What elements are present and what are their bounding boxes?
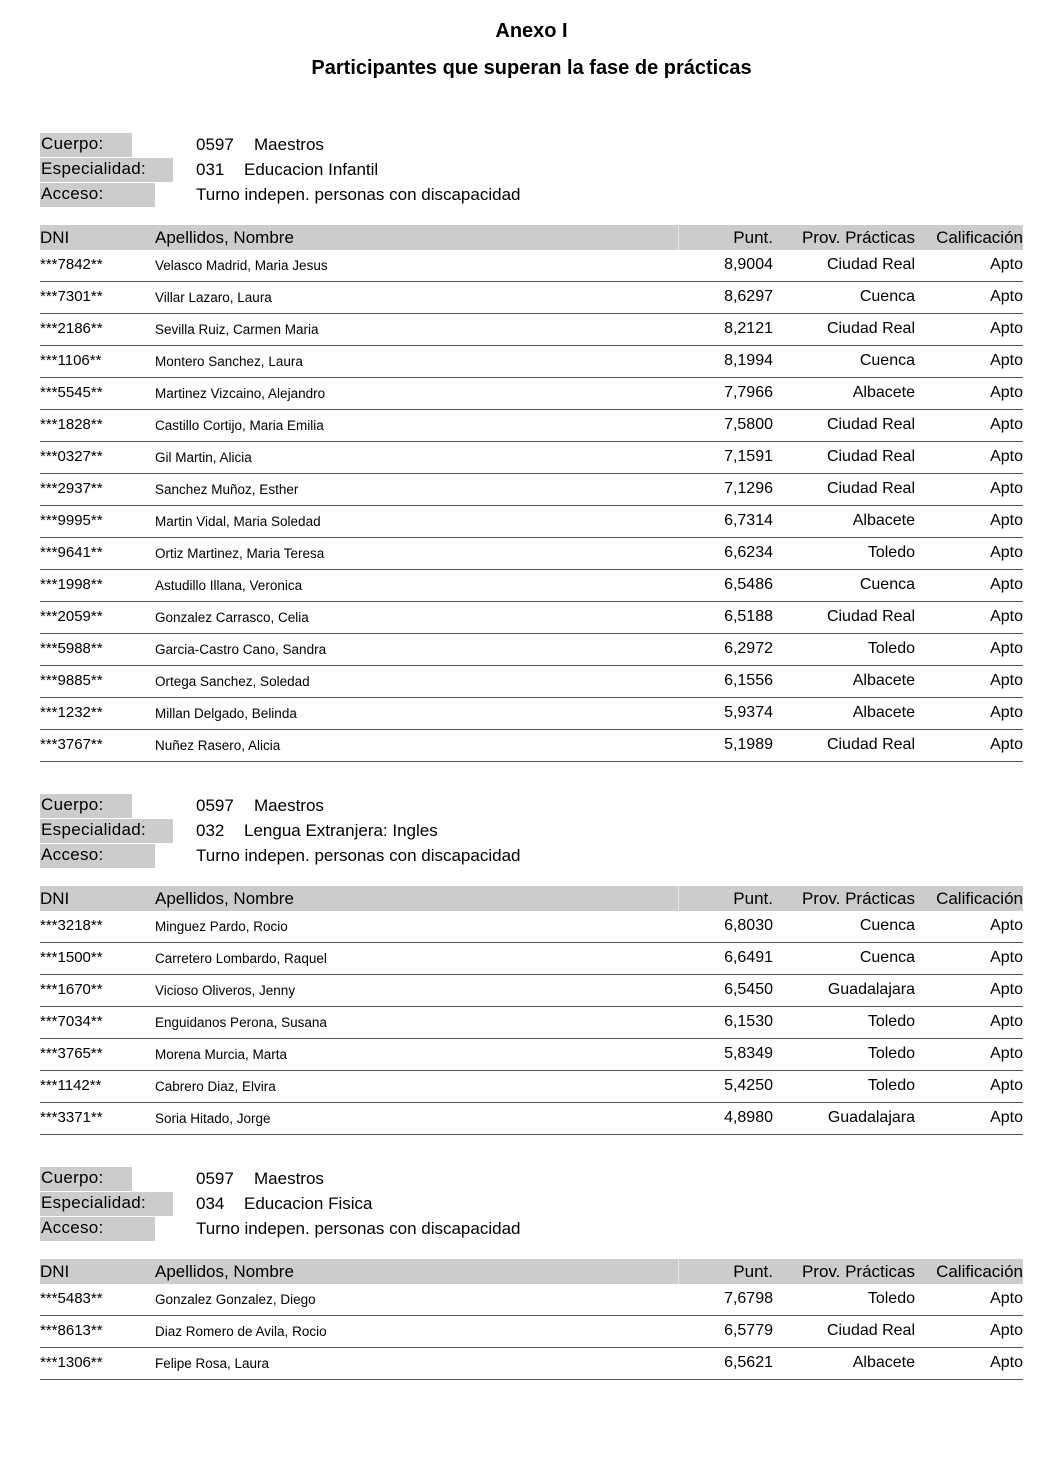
table-row [40, 975, 1023, 1007]
name-cell: Enguidanos Perona, Susana [155, 1015, 327, 1030]
name-cell: Villar Lazaro, Laura [155, 290, 272, 305]
score-cell: 8,9004 [724, 256, 773, 273]
qualification-cell: Apto [990, 480, 1023, 497]
name-cell: Diaz Romero de Avila, Rocio [155, 1324, 327, 1339]
section-meta [40, 133, 1023, 213]
dni-cell: ***7301** [40, 288, 103, 305]
table-row [40, 666, 1023, 698]
score-cell: 5,9374 [724, 704, 773, 721]
qualification-cell: Apto [990, 1077, 1023, 1094]
cuerpo-label: Cuerpo: [40, 1167, 132, 1191]
dni-cell: ***3765** [40, 1045, 103, 1062]
name-cell: Velasco Madrid, Maria Jesus [155, 258, 328, 273]
table-row [40, 250, 1023, 282]
qualification-cell: Apto [990, 1290, 1023, 1307]
table-header [40, 225, 1023, 250]
province-cell: Albacete [852, 1354, 915, 1371]
column-header-calificacion: Calificación [936, 889, 1023, 908]
score-cell: 5,4250 [724, 1077, 773, 1094]
qualification-cell: Apto [990, 288, 1023, 305]
province-cell: Ciudad Real [826, 320, 915, 337]
province-cell: Cuenca [859, 288, 915, 305]
qualification-cell: Apto [990, 949, 1023, 966]
especialidad-label: Especialidad: [40, 158, 173, 182]
province-cell: Cuenca [859, 352, 915, 369]
table-row [40, 506, 1023, 538]
table-row [40, 474, 1023, 506]
qualification-cell: Apto [990, 448, 1023, 465]
qualification-cell: Apto [990, 736, 1023, 753]
qualification-cell: Apto [990, 640, 1023, 657]
province-cell: Cuenca [859, 917, 915, 934]
dni-cell: ***7842** [40, 256, 103, 273]
dni-cell: ***1306** [40, 1354, 103, 1371]
column-header-dni: DNI [40, 228, 70, 247]
province-cell: Ciudad Real [826, 608, 915, 625]
score-cell: 6,8030 [724, 917, 773, 934]
acceso-value: Turno indepen. personas con discapacidad [196, 185, 521, 204]
cuerpo-name: Maestros [254, 796, 324, 815]
especialidad-label: Especialidad: [40, 1192, 173, 1216]
province-cell: Guadalajara [827, 1109, 915, 1126]
table-row [40, 378, 1023, 410]
score-cell: 6,5188 [724, 608, 773, 625]
name-cell: Soria Hitado, Jorge [155, 1111, 271, 1126]
score-cell: 8,6297 [724, 288, 773, 305]
province-cell: Toledo [867, 544, 915, 561]
province-cell: Ciudad Real [826, 1322, 915, 1339]
dni-cell: ***1142** [40, 1077, 102, 1094]
qualification-cell: Apto [990, 608, 1023, 625]
province-cell: Ciudad Real [826, 448, 915, 465]
table-row [40, 730, 1023, 762]
dni-cell: ***3218** [40, 917, 103, 934]
section-especialidad-034 [40, 1167, 1023, 1380]
table-row [40, 1039, 1023, 1071]
dni-cell: ***3767** [40, 736, 103, 753]
score-cell: 6,5486 [724, 576, 773, 593]
name-cell: Ortiz Martinez, Maria Teresa [155, 546, 325, 561]
especialidad-name: Educacion Infantil [244, 160, 379, 179]
name-cell: Gonzalez Gonzalez, Diego [155, 1292, 316, 1307]
table-row [40, 282, 1023, 314]
qualification-cell: Apto [990, 1322, 1023, 1339]
table-row [40, 442, 1023, 474]
table-row [40, 698, 1023, 730]
score-cell: 6,5621 [724, 1354, 773, 1371]
score-cell: 6,5450 [724, 981, 773, 998]
score-cell: 6,6491 [724, 949, 773, 966]
score-cell: 4,8980 [724, 1109, 773, 1126]
annex-title: Anexo I [495, 20, 568, 42]
province-cell: Toledo [867, 1013, 915, 1030]
dni-cell: ***2186** [40, 320, 103, 337]
dni-cell: ***9641** [40, 544, 103, 561]
column-header-dni: DNI [40, 1262, 70, 1281]
dni-cell: ***1828** [40, 416, 103, 433]
table-row [40, 602, 1023, 634]
qualification-cell: Apto [990, 256, 1023, 273]
acceso-label: Acceso: [40, 844, 155, 868]
acceso-label: Acceso: [40, 183, 155, 207]
column-header-prov: Prov. Prácticas [801, 228, 915, 247]
name-cell: Astudillo Illana, Veronica [155, 578, 303, 593]
name-cell: Gil Martin, Alicia [155, 450, 252, 465]
especialidad-name: Lengua Extranjera: Ingles [244, 821, 438, 840]
score-cell: 6,7314 [724, 512, 773, 529]
qualification-cell: Apto [990, 512, 1023, 529]
score-cell: 8,2121 [724, 320, 773, 337]
score-cell: 7,6798 [724, 1290, 773, 1307]
score-cell: 6,2972 [724, 640, 773, 657]
table-row [40, 1007, 1023, 1039]
name-cell: Cabrero Diaz, Elvira [155, 1079, 276, 1094]
qualification-cell: Apto [990, 917, 1023, 934]
column-header-prov: Prov. Prácticas [801, 889, 915, 908]
province-cell: Albacete [852, 672, 915, 689]
score-cell: 8,1994 [724, 352, 773, 369]
province-cell: Toledo [867, 1045, 915, 1062]
score-cell: 5,1989 [724, 736, 773, 753]
table-row [40, 1071, 1023, 1103]
column-header-prov: Prov. Prácticas [801, 1262, 915, 1281]
section-especialidad-031 [40, 133, 1023, 762]
qualification-cell: Apto [990, 1045, 1023, 1062]
dni-cell: ***5988** [40, 640, 103, 657]
province-cell: Toledo [867, 1077, 915, 1094]
cuerpo-label: Cuerpo: [40, 133, 132, 157]
table-header [40, 1259, 1023, 1284]
name-cell: Nuñez Rasero, Alicia [155, 738, 281, 753]
qualification-cell: Apto [990, 704, 1023, 721]
section-meta [40, 794, 1023, 874]
province-cell: Toledo [867, 640, 915, 657]
province-cell: Albacete [852, 512, 915, 529]
dni-cell: ***9885** [40, 672, 103, 689]
name-cell: Sanchez Muñoz, Esther [155, 482, 299, 497]
province-cell: Toledo [867, 1290, 915, 1307]
table-row [40, 1103, 1023, 1135]
header-divider [678, 1259, 679, 1284]
table-header [40, 886, 1023, 911]
especialidad-code: 031 [196, 160, 225, 179]
score-cell: 6,1530 [724, 1013, 773, 1030]
qualification-cell: Apto [990, 981, 1023, 998]
column-header-dni: DNI [40, 889, 70, 908]
name-cell: Millan Delgado, Belinda [155, 706, 297, 721]
score-cell: 6,6234 [724, 544, 773, 561]
name-cell: Sevilla Ruiz, Carmen Maria [155, 322, 319, 337]
qualification-cell: Apto [990, 1354, 1023, 1371]
name-cell: Martin Vidal, Maria Soledad [155, 514, 321, 529]
score-cell: 6,5779 [724, 1322, 773, 1339]
especialidad-label: Especialidad: [40, 819, 173, 843]
dni-cell: ***1232** [40, 704, 103, 721]
name-cell: Gonzalez Carrasco, Celia [155, 610, 309, 625]
qualification-cell: Apto [990, 416, 1023, 433]
qualification-cell: Apto [990, 544, 1023, 561]
qualification-cell: Apto [990, 384, 1023, 401]
header-divider [678, 886, 679, 911]
section-especialidad-032 [40, 794, 1023, 1135]
name-cell: Montero Sanchez, Laura [155, 354, 303, 369]
table-row [40, 1348, 1023, 1380]
cuerpo-name: Maestros [254, 135, 324, 154]
column-header-name: Apellidos, Nombre [155, 889, 294, 908]
name-cell: Morena Murcia, Marta [155, 1047, 288, 1062]
acceso-label: Acceso: [40, 1217, 155, 1241]
qualification-cell: Apto [990, 320, 1023, 337]
dni-cell: ***1106** [40, 352, 102, 369]
dni-cell: ***7034** [40, 1013, 103, 1030]
especialidad-code: 032 [196, 821, 225, 840]
dni-cell: ***5483** [40, 1290, 103, 1307]
table-row [40, 346, 1023, 378]
table-row [40, 1316, 1023, 1348]
table-row [40, 634, 1023, 666]
province-cell: Ciudad Real [826, 256, 915, 273]
especialidad-code: 034 [196, 1194, 225, 1213]
province-cell: Cuenca [859, 949, 915, 966]
name-cell: Vicioso Oliveros, Jenny [155, 983, 296, 998]
table-row [40, 911, 1023, 943]
score-cell: 5,8349 [724, 1045, 773, 1062]
annex-subtitle: Participantes que superan la fase de prácticas [311, 57, 752, 79]
cuerpo-code: 0597 [196, 1169, 234, 1188]
acceso-value: Turno indepen. personas con discapacidad [196, 846, 521, 865]
cuerpo-code: 0597 [196, 135, 234, 154]
dni-cell: ***0327** [40, 448, 103, 465]
score-cell: 6,1556 [724, 672, 773, 689]
dni-cell: ***2937** [40, 480, 103, 497]
province-cell: Albacete [852, 704, 915, 721]
especialidad-name: Educacion Fisica [244, 1194, 373, 1213]
table-row [40, 570, 1023, 602]
column-header-name: Apellidos, Nombre [155, 228, 294, 247]
qualification-cell: Apto [990, 1013, 1023, 1030]
column-header-punt: Punt. [733, 228, 773, 247]
name-cell: Ortega Sanchez, Soledad [155, 674, 310, 689]
column-header-calificacion: Calificación [936, 228, 1023, 247]
table-row [40, 314, 1023, 346]
table-row [40, 943, 1023, 975]
province-cell: Ciudad Real [826, 416, 915, 433]
column-header-punt: Punt. [733, 1262, 773, 1281]
dni-cell: ***2059** [40, 608, 103, 625]
name-cell: Felipe Rosa, Laura [155, 1356, 270, 1371]
score-cell: 7,1296 [724, 480, 773, 497]
qualification-cell: Apto [990, 576, 1023, 593]
dni-cell: ***1670** [40, 981, 103, 998]
dni-cell: ***1998** [40, 576, 103, 593]
name-cell: Carretero Lombardo, Raquel [155, 951, 327, 966]
score-cell: 7,1591 [724, 448, 773, 465]
province-cell: Ciudad Real [826, 736, 915, 753]
qualification-cell: Apto [990, 672, 1023, 689]
name-cell: Garcia-Castro Cano, Sandra [155, 642, 327, 657]
province-cell: Cuenca [859, 576, 915, 593]
table-row [40, 1284, 1023, 1316]
header-divider [678, 225, 679, 250]
table-row [40, 410, 1023, 442]
table-row [40, 538, 1023, 570]
column-header-name: Apellidos, Nombre [155, 1262, 294, 1281]
cuerpo-label: Cuerpo: [40, 794, 132, 818]
dni-cell: ***3371** [40, 1109, 103, 1126]
section-meta [40, 1167, 1023, 1247]
score-cell: 7,5800 [724, 416, 773, 433]
dni-cell: ***9995** [40, 512, 103, 529]
province-cell: Guadalajara [827, 981, 915, 998]
qualification-cell: Apto [990, 1109, 1023, 1126]
province-cell: Ciudad Real [826, 480, 915, 497]
column-header-calificacion: Calificación [936, 1262, 1023, 1281]
acceso-value: Turno indepen. personas con discapacidad [196, 1219, 521, 1238]
cuerpo-name: Maestros [254, 1169, 324, 1188]
score-cell: 7,7966 [724, 384, 773, 401]
dni-cell: ***8613** [40, 1322, 103, 1339]
name-cell: Martinez Vizcaino, Alejandro [155, 386, 326, 401]
name-cell: Minguez Pardo, Rocio [155, 919, 288, 934]
column-header-punt: Punt. [733, 889, 773, 908]
name-cell: Castillo Cortijo, Maria Emilia [155, 418, 324, 433]
dni-cell: ***1500** [40, 949, 103, 966]
cuerpo-code: 0597 [196, 796, 234, 815]
province-cell: Albacete [852, 384, 915, 401]
dni-cell: ***5545** [40, 384, 103, 401]
qualification-cell: Apto [990, 352, 1023, 369]
